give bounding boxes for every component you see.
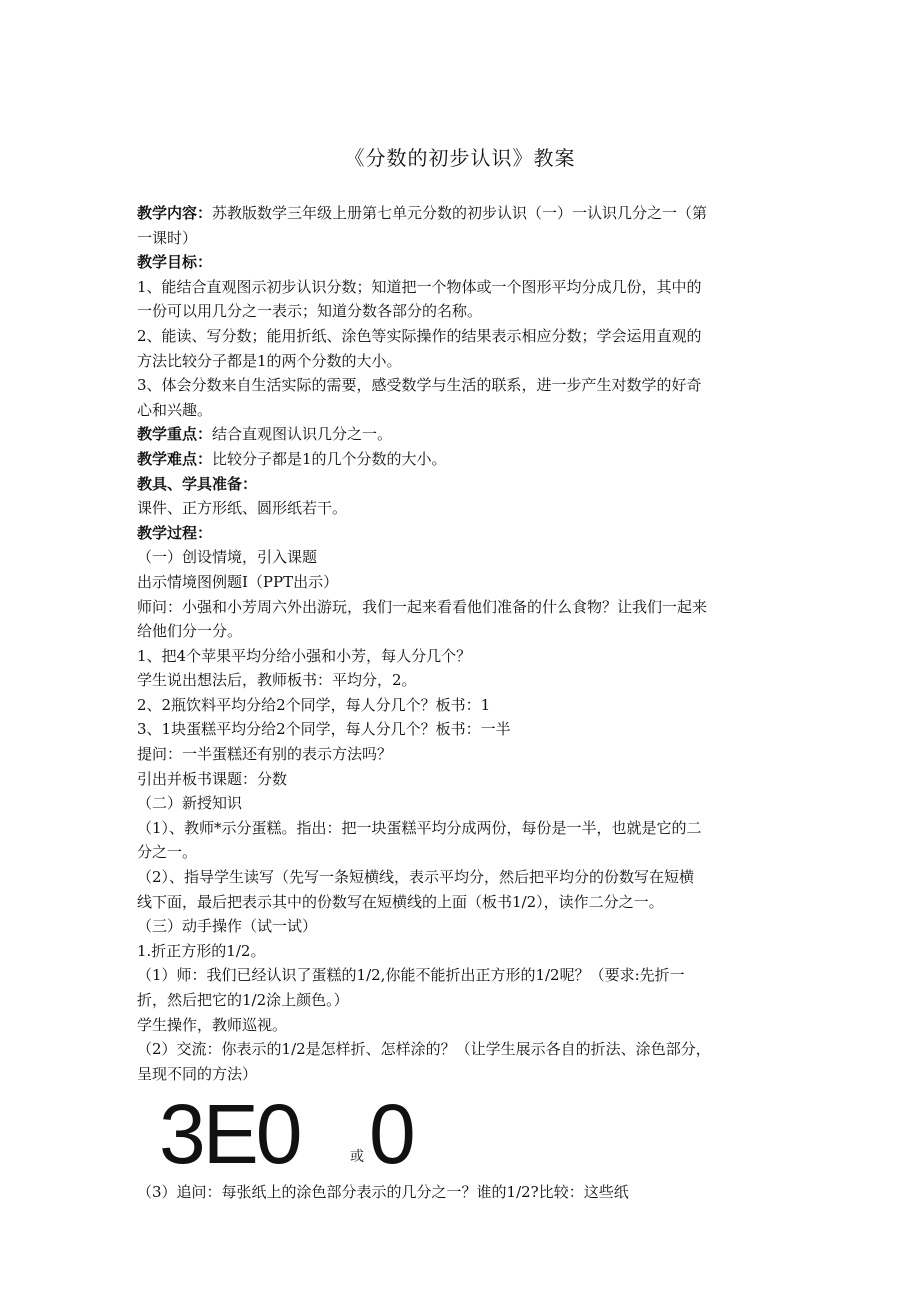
text-line	[137, 1013, 787, 1038]
line-text: （三）动手操作（试一试）	[137, 917, 318, 936]
line-text: 给他们分一分。	[137, 622, 243, 641]
text-line	[137, 767, 787, 792]
text-line	[137, 619, 787, 644]
text-line	[137, 717, 787, 742]
line-text: 结合直观图认识几分之一。	[212, 425, 393, 444]
line-text: 1、把4个苹果平均分给小强和小芳，每人分几个？	[137, 646, 472, 665]
text-line	[137, 545, 787, 570]
text-line	[137, 791, 787, 816]
section-label: 教学过程：	[137, 523, 213, 542]
document-body	[137, 201, 787, 1205]
fold-figure-right: 0	[369, 1087, 413, 1182]
text-line	[137, 201, 787, 226]
text-line	[137, 472, 787, 497]
body-lines	[137, 201, 787, 1086]
text-line	[137, 250, 787, 275]
line-text: 课件、正方形纸、圆形纸若干。	[137, 499, 348, 518]
text-line	[137, 595, 787, 620]
text-line	[137, 373, 787, 398]
fold-figure-left: 3E0	[159, 1087, 300, 1182]
document-title: 《分数的初步认识》教案	[344, 146, 576, 170]
line-text: 学生说出想法后，教师板书：平均分，2。	[137, 671, 417, 690]
line-text: （1）、教师*示分蛋糕。指出：把一块蛋糕平均分成两份，每份是一半，也就是它的二	[137, 818, 702, 837]
fold-figure-row	[137, 1087, 787, 1182]
line-text: 师问：小强和小芳周六外出游玩，我们一起来看看他们准备的什么食物？让我们一起来	[137, 597, 708, 616]
line-text: 分之一。	[137, 843, 198, 862]
text-line	[137, 570, 787, 595]
text-line	[137, 447, 787, 472]
text-line	[137, 816, 787, 841]
text-line	[137, 742, 787, 767]
line-text: 3、1块蛋糕平均分给2个同学，每人分几个？板书：一半	[137, 720, 511, 739]
line-text: （2）交流：你表示的1/2是怎样折、怎样涂的？（让学生展示各自的折法、涂色部分，	[137, 1040, 711, 1059]
text-line	[137, 988, 787, 1013]
text-line	[137, 398, 787, 423]
line-text: 3、体会分数来自生活实际的需要，感受数学与生活的联系，进一步产生对数学的好奇	[137, 376, 702, 395]
text-line	[137, 1037, 787, 1062]
section-label: 教学内容：	[137, 204, 213, 222]
line-text: 心和兴趣。	[137, 400, 213, 419]
fold-figure-or: 或	[350, 1149, 364, 1166]
section-label: 教学难点：	[137, 449, 213, 468]
line-text: 折，然后把它的1/2涂上颜色。）	[137, 991, 349, 1009]
body-lines-after	[137, 1180, 787, 1205]
section-label: 教具、学具准备：	[137, 474, 258, 493]
line-text: 苏教版数学三年级上册第七单元分数的初步认识（一）一认识几分之一（第	[212, 204, 708, 222]
line-text: 比较分子都是1的几个分数的大小。	[212, 449, 447, 468]
line-text: 方法比较分子都是1的两个分数的大小。	[137, 351, 402, 370]
line-text: 线下面，最后把表示其中的份数写在短横线的上面（板书1/2），读作二分之一。	[137, 892, 664, 911]
text-line	[137, 422, 787, 447]
text-line	[137, 226, 787, 251]
line-text: 提问：一半蛋糕还有别的表示方法吗？	[137, 745, 393, 764]
text-line	[137, 1180, 787, 1205]
line-text: 出示情境图例题I（PPT出示）	[137, 572, 339, 591]
line-text: 1、能结合直观图示初步认识分数；知道把一个物体或一个图形平均分成几份，其中的	[137, 277, 702, 296]
text-line	[137, 299, 787, 324]
text-line	[137, 693, 787, 718]
line-text: 一份可以用几分之一表示；知道分数各部分的名称。	[137, 302, 483, 321]
line-text: 2、能读、写分数；能用折纸、涂色等实际操作的结果表示相应分数；学会运用直观的	[137, 326, 702, 345]
text-line	[137, 939, 787, 964]
line-text: （二）新授知识	[137, 794, 243, 813]
text-line	[137, 275, 787, 300]
text-line	[137, 890, 787, 915]
text-line	[137, 324, 787, 349]
section-label: 教学目标：	[137, 253, 213, 272]
text-line	[137, 668, 787, 693]
line-text: 呈现不同的方法）	[137, 1064, 258, 1083]
section-label: 教学重点：	[137, 425, 213, 444]
text-line	[137, 865, 787, 890]
line-text: 2、2瓶饮料平均分给2个同学，每人分几个？板书：1	[137, 695, 491, 714]
text-line	[137, 963, 787, 988]
text-line	[137, 521, 787, 546]
text-line	[137, 914, 787, 939]
text-line	[137, 349, 787, 374]
line-text: 1.折正方形的1/2。	[137, 941, 266, 960]
line-text: （3）追问：每张纸上的涂色部分表示的几分之一？谁的1/2?比较：这些纸	[137, 1183, 629, 1202]
line-text: （2）、指导学生读写（先写一条短横线，表示平均分，然后把平均分的份数写在短横	[137, 868, 695, 887]
line-text: （1）师：我们已经认识了蛋糕的1/2,你能不能折出正方形的1/2呢？（要求:先折一	[137, 966, 685, 985]
text-line	[137, 644, 787, 669]
text-line	[137, 1062, 787, 1087]
line-text: 学生操作，教师巡视。	[137, 1015, 288, 1034]
line-text: （一）创设情境，引入课题	[137, 548, 318, 567]
line-text: 引出并板书课题：分数	[137, 769, 288, 788]
text-line	[137, 496, 787, 521]
line-text: 一课时）	[137, 228, 198, 247]
text-line	[137, 840, 787, 865]
